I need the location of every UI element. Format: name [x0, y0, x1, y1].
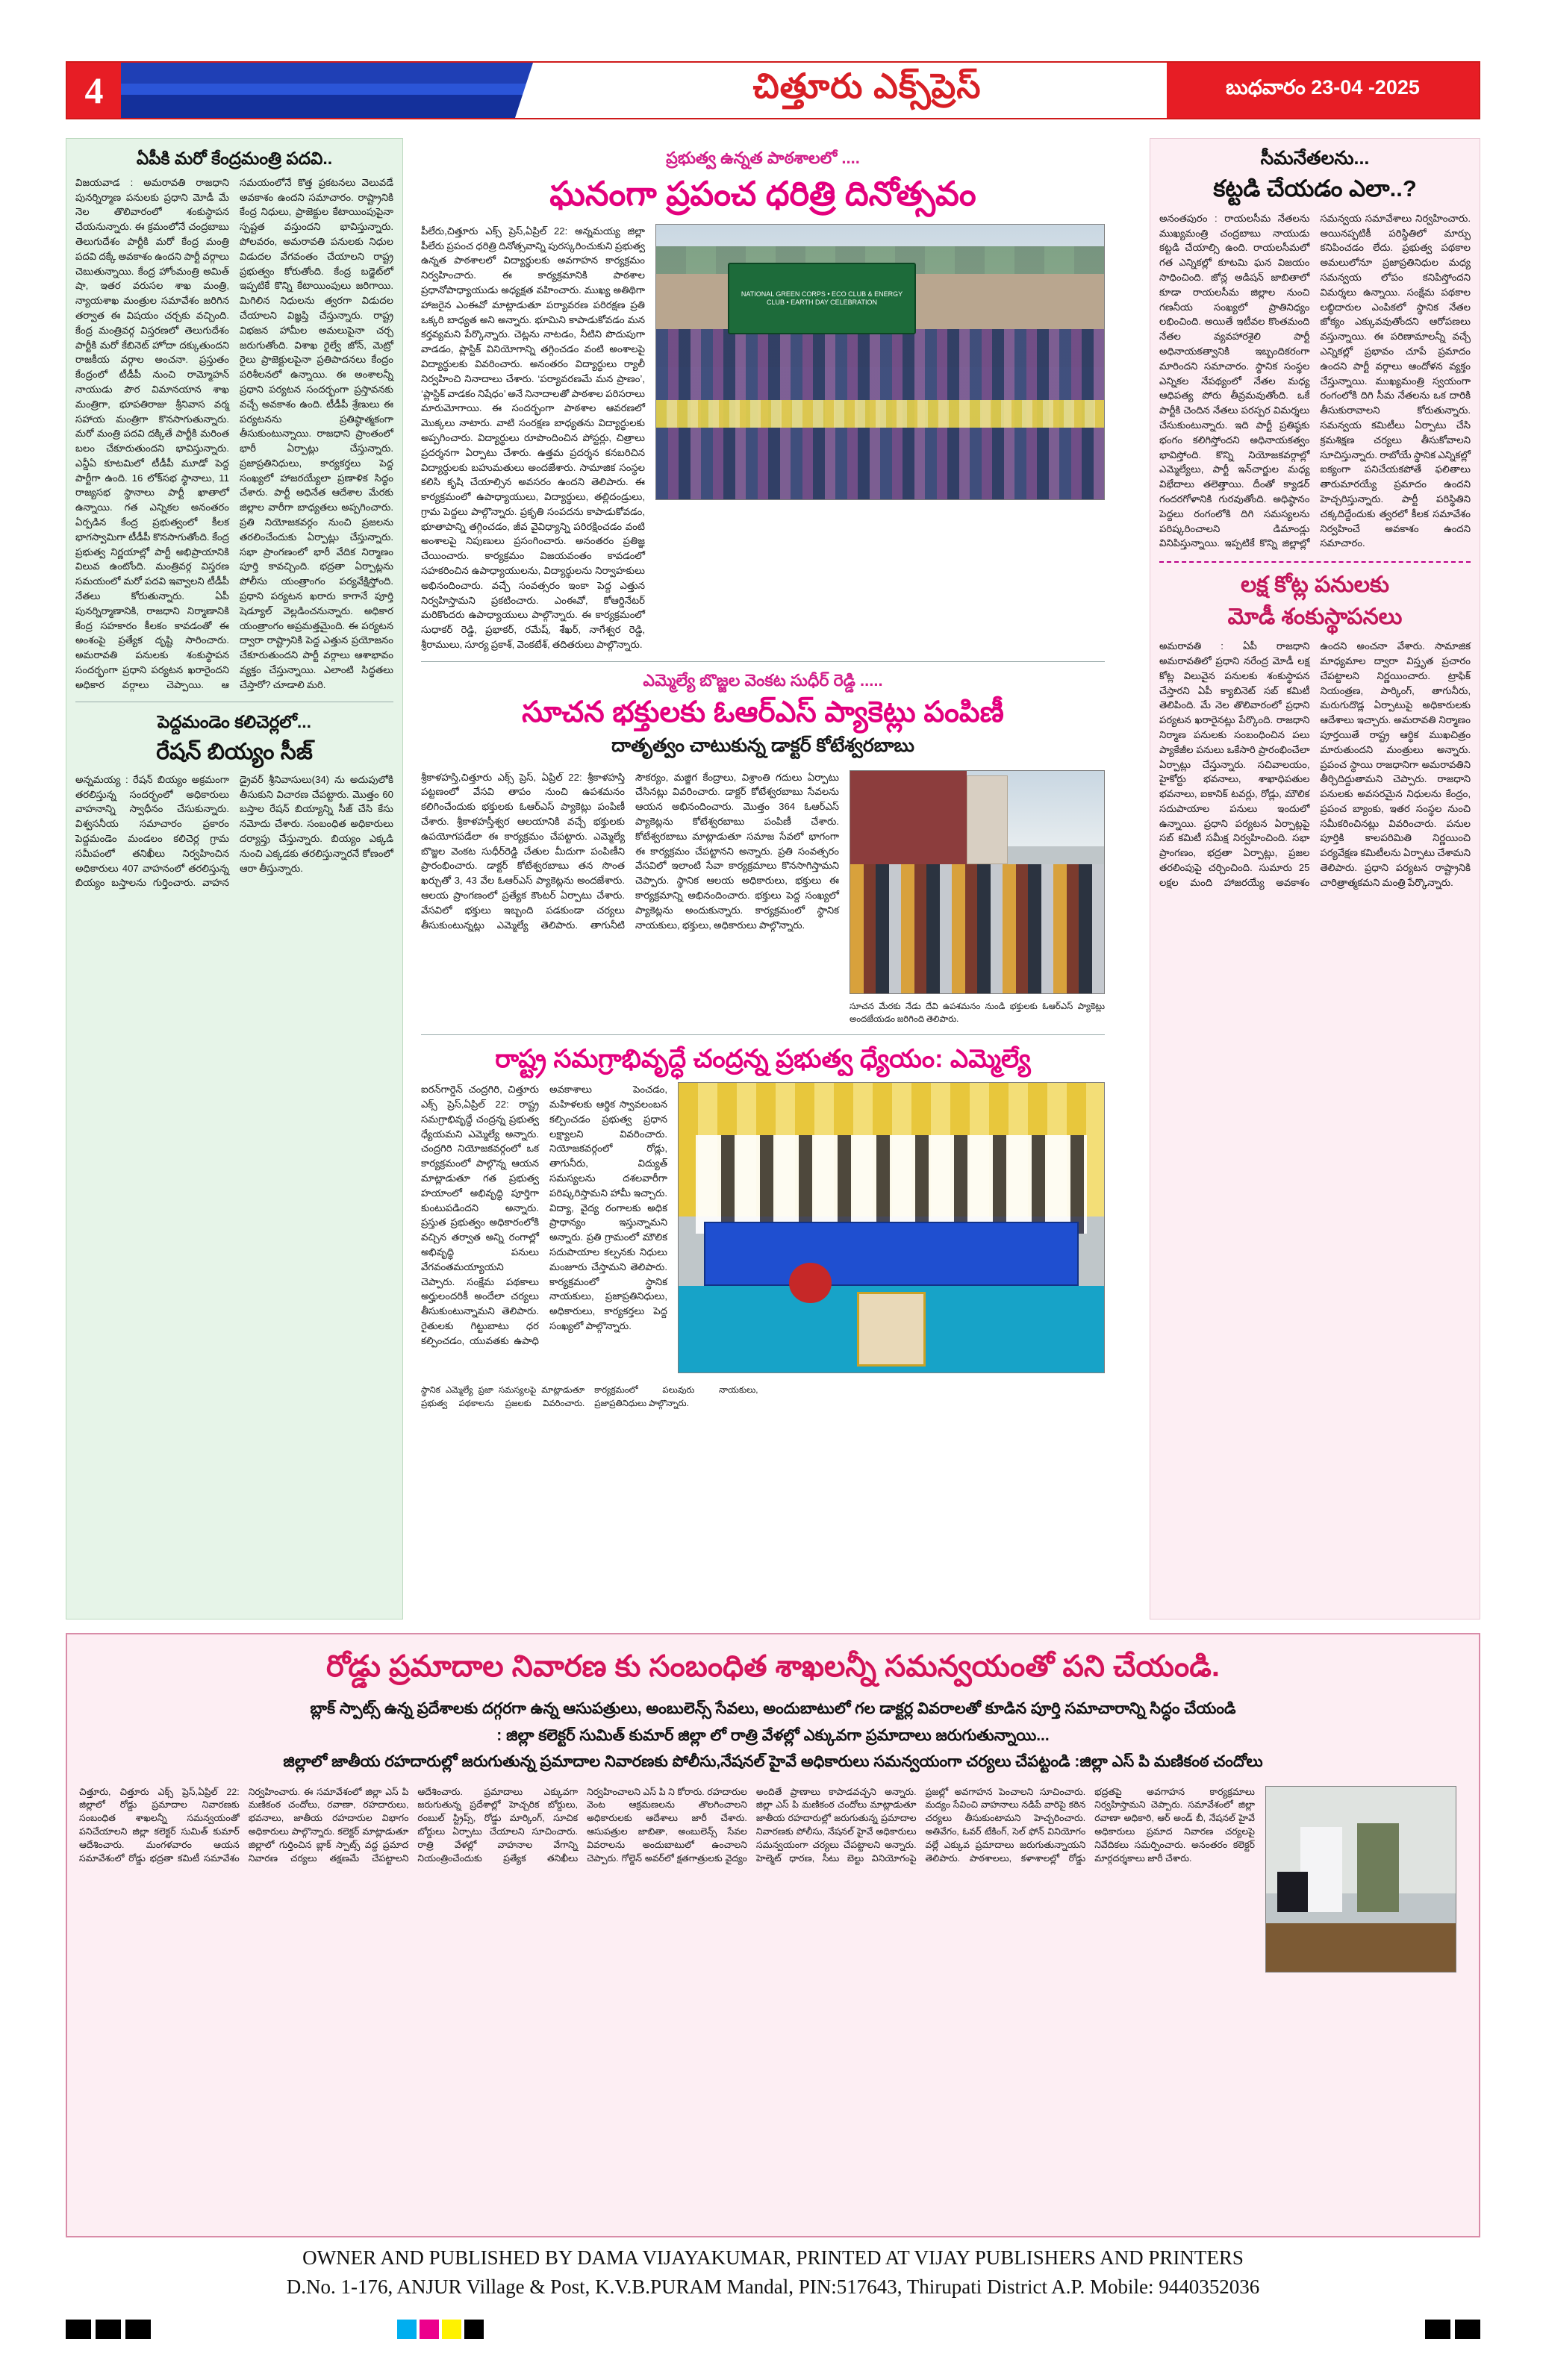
- divider: [421, 1034, 1105, 1035]
- divider: [1159, 561, 1471, 563]
- photo-2-caption: సూచన మేరకు నేడు దేవి ఉపశమనం నుండి భక్తులకు ఓఆర్ఎస్ ప్యాకెట్లు అందజేయడం జరిగింది తెలిపారు.: [850, 1001, 1105, 1025]
- left-headline-2: రేషన్ బియ్యం సీజ్: [156, 740, 313, 765]
- right-headline-1-line1: సీమనేతలను...: [1260, 148, 1370, 169]
- middle-column: [412, 138, 1114, 1620]
- left-headline-1: ఏపీకి మరో కేంద్రమంత్రి పదవి..: [136, 149, 333, 168]
- mid-story-1-part1: పీలేరు,చిత్తూరు ఎక్స్ ప్రెస్,ఏప్రిల్ 22: అన్నమయ్య జిల్లా పీలేరు ప్రపంచ ధరిత్రి దినోత్సవాన్ని పురస్కరించుకుని ప్రభుత్వ ఉన్నత పాఠశాలలో విద్యార్థులకు అవగాహన కార్యక్రమం నిర్వహించారు. ఈ కార్యక్రమానికి పాఠశాల ప్రధానోపాధ్యాయుడు అధ్యక్షత వహించారు. ముఖ్య అతిథిగా హాజరైన ఎంఈవో మాట్లాడుతూ పర్యావరణ పరిరక్షణ ప్రతి ఒక్కరి బాధ్యత అని అన్నారు. భూమిని కాపాడుకోవడం మన కర్తవ్యమని పేర్కొన్నారు. చెట్లను నాటడం, నీటిని పొదుపుగా వాడడం, ప్లాస్టిక్ వినియోగాన్ని తగ్గించడం వంటి అంశాలపై విద్యార్థులకు వివరించారు. అనంతరం విద్యార్థులు ర్యాలీ నిర్వహించి నినాదాలు చేశారు. ‘పర్యావరణమే మన ప్రాణం’, ‘ప్లాస్టిక్ వాడకం నిషేధం’ అనే నినాదాలతో పాఠశాల పరిసరాలు మారుమోగాయి. ఈ సందర్భంగా పాఠశాల ఆవరణలో మొక్కలు నాటారు. వాటి సంరక్షణ బాధ్యతను విద్యార్థులకు అప్పగించారు. విద్యార్థులు రూపొందించిన పోస్టర్లు, చిత్రాలు ప్రదర్శనగా ఏర్పాటు చేశారు. ఉత్తమ ప్రదర్శన కనబరిచిన విద్యార్థులకు బహుమతులు అందజేశారు. సామాజిక సంస్థల కలిసి కృషి చేయాల్సిన అవసరం ఉందని తెలిపారు. ఈ కార్యక్రమంలో ఉపాధ్యాయులు, విద్యార్థులు, తల్లిదండ్రులు, గ్రామ పెద్దలు పాల్గొన్నారు. ప్రకృతి సంపదను కాపాడుకోవడం, భూతాపాన్ని తగ్గించడం, జీవ వైవిధ్యాన్ని పరిరక్షించడం వంటి అంశాలపై నిపుణులు ప్రసంగించారు. అనంతరం ప్రతిజ్ఞ చేయించారు. కార్యక్రమం విజయవంతం కావడంలో సహకరించిన ఉపాధ్యాయులను, విద్యార్థులను నిర్వాహకులు అభినందించారు. వచ్చే సంవత్సరం ఇంకా పెద్ద ఎత్తున నిర్వహిస్తామని ప్రకటించారు. ఎంఈవో, కోఆర్డినేటర్ మరికొందరు ఉపాధ్యాయులు పాల్గొన్నారు. ఈ కార్యక్రమంలో సుధాకర్ రెడ్డి, ప్రభాకర్, రమేష్, శేఖర్, నాగేశ్వర రెడ్డి, శ్రీరాములు, సూర్య ప్రకాశ్, వెంకటేశ్, తదితరులు పాల్గొన్నారు.: [421, 225, 645, 651]
- bottom-feature-box: [66, 1633, 1480, 2237]
- masthead-date: బుధవారం 23-04 -2025: [1165, 63, 1479, 118]
- right-story-2: అమరావతి : ఏపీ రాజధాని అమరావతిలో ప్రధాని నరేంద్ర మోడీ లక్ష కోట్ల విలువైన పనులకు శంకుస్థాపన చేస్తారని ఏపీ క్యాబినెట్ సబ్ కమిటీ తెలిపింది. మే నెల తొలివారంలో ప్రధాని పర్యటన ఖరారైనట్లు పేర్కొంది. రాజధాని నిర్మాణ పనులకు సంబంధించిన పలు ప్యాకేజీల పనులు ఒకేసారి ప్రారంభించేలా ఏర్పాట్లు చేస్తున్నారు. సచివాలయం, హైకోర్టు భవనాలు, శాఖాధిపతుల భవనాలు, ఐకానిక్ టవర్లు, రోడ్లు, మౌలిక సదుపాయాల పనులు ఇందులో ఉన్నాయి. ప్రధాని పర్యటన ఏర్పాట్లపై సబ్ కమిటీ సమీక్ష నిర్వహించింది. సభా ప్రాంగణం, భద్రతా ఏర్పాట్లు, ప్రజల తరలింపుపై చర్చించింది. సుమారు 25 లక్షల మంది హాజరయ్యే అవకాశం ఉందని అంచనా వేశారు. సామాజిక మాధ్యమాల ద్వారా విస్తృత ప్రచారం చేపట్టాలని నిర్ణయించారు. ట్రాఫిక్ నియంత్రణ, పార్కింగ్, తాగునీరు, మరుగుదొడ్ల ఏర్పాటుపై అధికారులకు ఆదేశాలు ఇచ్చారు. అమరావతి నిర్మాణం పూర్తయితే రాష్ట్ర ఆర్థిక ముఖచిత్రం మారుతుందని మంత్రులు అన్నారు. ప్రపంచ స్థాయి రాజధానిగా అమరావతిని తీర్చిదిద్దుతామని చెప్పారు. రాజధాని పనులకు అవసరమైన నిధులను కేంద్రం, ప్రపంచ బ్యాంకు, ఇతర సంస్థల నుంచి సమీకరించినట్లు వివరించారు. పనుల పూర్తికి కాలపరిమితి నిర్ణయించి పర్యవేక్షణ కమిటీలను ఏర్పాటు చేశామని తెలిపారు. ప్రధాని పర్యటన రాష్ట్రానికి చారిత్రాత్మకమని మంత్రి పేర్కొన్నారు.: [1159, 640, 1471, 888]
- bottom-sub-2: : జిల్లా కలెక్టర్ సుమిత్ కుమార్ జిల్లా లో రాత్రి వేళల్లో ఎక్కువగా ప్రమాదాలు జరుగుతున్నాయి...: [496, 1726, 1050, 1744]
- left-story-1: విజయవాడ : అమరావతి రాజధాని పునర్నిర్మాణ పనులకు ప్రధాని మోడీ మే నెల తొలివారంలో శంకుస్థాపన చేయనున్నారు. ఈ క్రమంలోనే చంద్రబాబు తెలుగుదేశం పార్టీకి మరో కేంద్ర మంత్రి పదవి దక్కే అవకాశం ఉందని పార్టీ వర్గాలు చెబుతున్నాయి. కేంద్ర హోంమంత్రి అమిత్ షా, ఇతర వరుసల శాఖ మంత్రి, న్యాయశాఖ మంత్రుల సమావేశం జరిగిన తర్వాత ఈ విషయం చర్చకు వచ్చింది. కేంద్ర మంత్రివర్గ విస్తరణలో తెలుగుదేశం పార్టీకి మరో కేబినెట్ హోదా దక్కుతుందని రాజకీయ వర్గాల అంచనా. ప్రస్తుతం కేంద్రంలో టీడీపీ నుంచి రామ్మోహన్ నాయుడు పౌర విమానయాన శాఖ మంత్రిగా, భూపతిరాజు శ్రీనివాస వర్మ సహాయ మంత్రిగా కొనసాగుతున్నారు. మరో మంత్రి పదవి దక్కితే పార్టీకి మరింత బలం చేకూరుతుందని భావిస్తున్నారు. ఎన్డీఏ కూటమిలో టీడీపీ మూడో పెద్ద పార్టీగా ఉంది. 16 లోక్‌సభ స్థానాలు, 11 రాజ్యసభ స్థానాలు పార్టీ ఖాతాలో ఉన్నాయి. గత ఎన్నికల అనంతరం ఏర్పడిన కేంద్ర ప్రభుత్వంలో కీలక భాగస్వామిగా టీడీపీ కొనసాగుతోంది. కేంద్ర ప్రభుత్వ నిర్ణయాల్లో పార్టీ అభిప్రాయానికి విలువ ఉంటోంది. మంత్రివర్గ విస్తరణ సమయంలో మరో పదవి ఇవ్వాలని టీడీపీ నేతలు కోరుతున్నారు. ఏపీ పునర్నిర్మాణానికి, రాజధాని నిర్మాణానికి కేంద్ర సహకారం కీలకం కావడంతో ఈ అంశంపై ప్రత్యేక దృష్టి సారించారు. అమరావతి పనులకు శంకుస్థాపన సందర్భంగా ప్రధాని పర్యటన ఖరారైందని అధికార వర్గాలు చెప్పాయి. ఆ సమయంలోనే కొత్త ప్రకటనలు వెలువడే అవకాశం ఉందని సమాచారం. రాష్ట్రానికి కేంద్ర నిధులు, ప్రాజెక్టుల కేటాయింపుపైనా స్పష్టత వస్తుందని భావిస్తున్నారు. పోలవరం, అమరావతి పనులకు నిధుల విడుదల వేగవంతం చేయాలని రాష్ట్ర ప్రభుత్వం కోరుతోంది. కేంద్ర బడ్జెట్‌లో ఇప్పటికే కొన్ని కేటాయింపులు జరిగాయి. మిగిలిన నిధులను త్వరగా విడుదల చేయాలని విజ్ఞప్తి చేస్తున్నారు. రాష్ట్ర విభజన హామీల అమలుపైనా చర్చ జరుగుతోంది. విశాఖ రైల్వే జోన్, మెట్రో రైలు ప్రాజెక్టులపైనా ప్రతిపాదనలు కేంద్రం పరిశీలనలో ఉన్నాయి. ఈ అంశాలన్నీ ప్రధాని పర్యటన సందర్భంగా ప్రస్తావనకు వచ్చే అవకాశం ఉంది. టీడీపీ శ్రేణులు ఈ పర్యటనను ప్రతిష్ఠాత్మకంగా తీసుకుంటున్నాయి. రాజధాని ప్రాంతంలో భారీ ఏర్పాట్లు చేస్తున్నారు. ప్రజాప్రతినిధులు, కార్యకర్తలు పెద్ద సంఖ్యలో హాజరయ్యేలా ప్రణాళిక సిద్ధం చేశారు. పార్టీ అధినేత ఆదేశాల మేరకు జిల్లాల వారీగా బాధ్యతలు అప్పగించారు. ప్రతి నియోజకవర్గం నుంచి ప్రజలను తరలించేందుకు ఏర్పాట్లు చేస్తున్నారు. సభా ప్రాంగణంలో భారీ వేదిక నిర్మాణం పూర్తి కావచ్చింది. భద్రతా ఏర్పాట్లను పోలీసు యంత్రాంగం పర్యవేక్షిస్తోంది. ప్రధాని పర్యటన ఖరారు కాగానే పూర్తి షెడ్యూల్ వెల్లడించనున్నారు. అధికార యంత్రాంగం అప్రమత్తమైంది. ఈ పర్యటన ద్వారా రాష్ట్రానికి పెద్ద ఎత్తున ప్రయోజనం చేకూరుతుందని పార్టీ వర్గాలు ఆశాభావం వ్యక్తం చేస్తున్నాయి. ఎలాంటి సిద్ధతలు చేస్తారో? చూడాలి మరి.: [75, 176, 393, 690]
- right-headline-2-line1: లక్ష కోట్ల పనులకు: [1240, 572, 1390, 598]
- photo-mla-meeting: [678, 1082, 1105, 1373]
- masthead: [66, 61, 1480, 119]
- bottom-story: చిత్తూరు, చిత్తూరు ఎక్స్ ప్రెస్,ఏప్రిల్ 22: జిల్లాలో రోడ్డు ప్రమాదాల నివారణకు సంబంధిత శాఖలన్నీ సమన్వయంతో పనిచేయాలని జిల్లా కలెక్టర్ సుమిత్ కుమార్ ఆదేశించారు. మంగళవారం ఆయన సమావేశంలో రోడ్డు భద్రతా కమిటీ సమావేశం నిర్వహించారు. ఈ సమావేశంలో జిల్లా ఎస్ పి మణికంఠ చందోలు, రవాణా, రహదారులు, భవనాలు, జాతీయ రహదారుల విభాగం అధికారులు పాల్గొన్నారు. కలెక్టర్ మాట్లాడుతూ జిల్లాలో గుర్తించిన బ్లాక్ స్పాట్స్ వద్ద ప్రమాద నివారణ చర్యలు తక్షణమే చేపట్టాలని ఆదేశించారు. ప్రమాదాలు ఎక్కువగా జరుగుతున్న ప్రదేశాల్లో హెచ్చరిక బోర్డులు, రంబుల్ స్ట్రిప్స్, రోడ్డు మార్కింగ్, సూచిక బోర్డులు ఏర్పాటు చేయాలని సూచించారు. రాత్రి వేళల్లో వాహనాల వేగాన్ని నియంత్రించేందుకు ప్రత్యేక తనిఖీలు నిర్వహించాలని ఎస్ పి ని కోరారు. రహదారుల వెంట ఆక్రమణలను తొలగించాలని అధికారులకు ఆదేశాలు జారీ చేశారు. ఆసుపత్రుల జాబితా, అంబులెన్స్ సేవల వివరాలను అందుబాటులో ఉంచాలని చెప్పారు. గోల్డెన్ అవర్‌లో క్షతగాత్రులకు వైద్యం అందితే ప్రాణాలు కాపాడవచ్చని అన్నారు. జిల్లా ఎస్ పి మణికంఠ చందోలు మాట్లాడుతూ జాతీయ రహదారుల్లో జరుగుతున్న ప్రమాదాల నివారణకు పోలీసు, నేషనల్ హైవే అధికారులు సమన్వయంగా చర్యలు చేపట్టాలని అన్నారు. హెల్మెట్ ధారణ, సీటు బెల్టు వినియోగంపై ప్రజల్లో అవగాహన పెంచాలని సూచించారు. మద్యం సేవించి వాహనాలు నడిపే వారిపై కఠిన చర్యలు తీసుకుంటామని హెచ్చరించారు. అతివేగం, ఓవర్ టేకింగ్, సెల్ ఫోన్ వినియోగం వల్లే ఎక్కువ ప్రమాదాలు జరుగుతున్నాయని తెలిపారు. పాఠశాలలు, కళాశాలల్లో రోడ్డు భద్రతపై అవగాహన కార్యక్రమాలు నిర్వహిస్తామని చెప్పారు. సమావేశంలో జిల్లా రవాణా అధికారి, ఆర్ అండ్ బీ, నేషనల్ హైవే అధికారులు ప్రమాద నివారణ చర్యలపై నివేదికలు సమర్పించారు. అనంతరం కలెక్టర్ మార్గదర్శకాలు జారీ చేశారు.: [79, 1786, 1255, 1864]
- reg-mark: [66, 2320, 91, 2339]
- divider: [421, 661, 1105, 662]
- reg-mark: [125, 2320, 151, 2339]
- page-number: 4: [67, 63, 121, 118]
- bottom-headline: రోడ్డు ప్రమాదాల నివారణ కు సంబంధిత శాఖలన్నీ సమన్వయంతో పని చేయండి.: [326, 1650, 1220, 1683]
- mid-headline-3: రాష్ట్ర సమగ్రాభివృద్ధే చంద్రన్న ప్రభుత్వ ధ్యేయం: ఎమ్మెల్యే: [495, 1045, 1031, 1074]
- cmyk-magenta: [420, 2320, 439, 2339]
- bottom-sub-3: జిల్లాలో జాతీయ రహదారుల్లో జరుగుతున్న ప్రమాదాల నివారణకు పోలీసు,నేషనల్ హైవే అధికారులు సమన్వయంగా చర్యలు చేపట్టండి :జిల్లా ఎస్ పి మణికంఠ చందోలు: [283, 1753, 1263, 1770]
- mid-story-2: శ్రీకాళహస్తి,చిత్తూరు ఎక్స్ ప్రెస్, ఏప్రిల్ 22: శ్రీకాళహస్తి పట్టణంలో వేసవి తాపం నుంచి ఉపశమనం కలిగించేందుకు భక్తులకు ఓఆర్ఎస్ ప్యాకెట్లు పంపిణీ చేశారు. శ్రీకాళహస్తీశ్వర ఆలయానికి వచ్చే భక్తులకు ఉపయోగపడేలా ఈ కార్యక్రమం చేపట్టారు. ఎమ్మెల్యే బొజ్జల వెంకట సుధీర్‌రెడ్డి చేతుల మీదుగా పంపిణీని ప్రారంభించారు. డాక్టర్ కోటేశ్వరబాబు తన సొంత ఖర్చుతో 3, 43 వేల ఓఆర్ఎస్ ప్యాకెట్లను అందజేశారు. ఆలయ ప్రాంగణంలో ప్రత్యేక కౌంటర్ ఏర్పాటు చేశారు. వేసవిలో భక్తులు ఇబ్బంది పడకుండా చర్యలు తీసుకుంటున్నట్లు ఎమ్మెల్యే తెలిపారు. తాగునీటి సౌకర్యం, మజ్జిగ కేంద్రాలు, విశ్రాంతి గదులు ఏర్పాటు చేసినట్లు వివరించారు. డాక్టర్ కోటేశ్వరబాబు సేవలను ఆయన అభినందించారు. మొత్తం 364 ఓఆర్ఎస్ ప్యాకెట్లను కోటేశ్వరబాబు పంపిణీ చేశారు. కోటేశ్వరబాబు మాట్లాడుతూ సమాజ సేవలో భాగంగా ఈ కార్యక్రమం చేపట్టానని అన్నారు. ప్రతి సంవత్సరం వేసవిలో ఇలాంటి సేవా కార్యక్రమాలు కొనసాగిస్తామని చెప్పారు. స్థానిక ఆలయ అధికారులు, భక్తులు ఈ కార్యక్రమాన్ని అభినందించారు. భక్తులు పెద్ద సంఖ్యలో ప్యాకెట్లను అందుకున్నారు. కార్యక్రమంలో స్థానిక నాయకులు, భక్తులు, అధికారులు పాల్గొన్నారు.: [421, 771, 839, 931]
- right-headline-1-line2: కట్టడి చేయడం ఎలా..?: [1213, 175, 1417, 202]
- right-column: [1150, 138, 1480, 1620]
- reg-mark: [1455, 2320, 1480, 2339]
- footer: [66, 2246, 1480, 2299]
- masthead-decoration: [121, 63, 569, 118]
- reg-mark: [1425, 2320, 1450, 2339]
- cmyk-yellow: [442, 2320, 461, 2339]
- mid-kicker-2: ఎమ్మెల్యే బొజ్జల వెంకట సుధీర్ రెడ్డి .....: [643, 670, 883, 690]
- mid-subhead-2: దాతృత్వం చాటుకున్న డాక్టర్ కోటేశ్వరబాబు: [611, 734, 914, 756]
- footer-line-2: D.No. 1-176, ANJUR Village & Post, K.V.B.PURAM Mandal, PIN:517643, Thirupati District A.P. Mobile: 9440352036: [286, 2276, 1260, 2298]
- cmyk-bar: [397, 2320, 484, 2342]
- left-story-2: అన్నమయ్య : రేషన్ బియ్యం అక్రమంగా తరలిస్తున్న సందర్భంలో అధికారులు వాహనాన్ని స్వాధీనం చేసుకున్నారు. విశ్వసనీయ సమాచారం ప్రకారం పెద్దమండెం మండలం కలిచెర్ల గ్రామ సమీపంలో తనిఖీలు నిర్వహించిన అధికారులు 407 వాహనంలో తరలిస్తున్న బియ్యం బస్తాలను గుర్తించారు. వాహన డ్రైవర్ శ్రీనివాసులు(34) ను అదుపులోకి తీసుకుని విచారణ చేపట్టారు. మొత్తం 60 బస్తాల రేషన్ బియ్యాన్ని సీజ్ చేసి కేసు నమోదు చేశారు. సంబంధిత అధికారులు దర్యాప్తు చేస్తున్నారు. బియ్యం ఎక్కడి నుంచి ఎక్కడకు తరలిస్తున్నారనే కోణంలో ఆరా తీస్తున్నారు.: [75, 773, 393, 889]
- reg-mark: [96, 2320, 121, 2339]
- mid-headline-2: సూచన భక్తులకు ఓఆర్ఎస్ ప్యాకెట్లు పంపిణీ: [522, 696, 1004, 728]
- footer-line-1: OWNER AND PUBLISHED BY DAMA VIJAYAKUMAR, PRINTED AT VIJAY PUBLISHERS AND PRINTERS: [302, 2246, 1244, 2269]
- right-story-1: అనంతపురం : రాయలసీమ నేతలను ముఖ్యమంత్రి చంద్రబాబు నాయుడు కట్టడి చేయాల్సి ఉంది. రాయలసీమలో గత ఎన్నికల్లో కూటమి ఘన విజయం సాధించింది. జోన్ల అడిషన్ జాబితాలో కూడా రాయలసీమ జిల్లాల నుంచి గణనీయ సంఖ్యలో ప్రాతినిధ్యం లభించింది. అయితే ఇటీవల కొంతమంది నేతల వ్యవహారశైలి పార్టీ అధినాయకత్వానికి ఇబ్బందికరంగా మారిందని సమాచారం. స్థానిక సంస్థల ఎన్నికల నేపథ్యంలో నేతల మధ్య ఆధిపత్య పోరు తీవ్రమవుతోంది. ఒకే పార్టీకి చెందిన నేతలు పరస్పర విమర్శలు చేసుకుంటున్నారు. ఇది పార్టీ ప్రతిష్ఠకు భంగం కలిగిస్తోందని అధినాయకత్వం భావిస్తోంది. కొన్ని నియోజకవర్గాల్లో ఎమ్మెల్యేలు, పార్టీ ఇన్‌చార్జుల మధ్య విభేదాలు తలెత్తాయి. దీంతో క్యాడర్ గందరగోళానికి గురవుతోంది. అధిష్ఠానం పెద్దలు రంగంలోకి దిగి సమస్యలను పరిష్కరించాలని డిమాండ్లు వినిపిస్తున్నాయి. ఇప్పటికే కొన్ని జిల్లాల్లో సమన్వయ సమావేశాలు నిర్వహించారు. అయినప్పటికీ పరిస్థితిలో మార్పు కనిపించడం లేదు. ప్రభుత్వ పథకాల అమలులోనూ ప్రజాప్రతినిధుల మధ్య సమన్వయ లోపం కనిపిస్తోందని విమర్శలు ఉన్నాయి. సంక్షేమ పథకాల లబ్ధిదారుల ఎంపికలో స్థానిక నేతల జోక్యం ఎక్కువవుతోందని ఆరోపణలు వస్తున్నాయి. ఈ పరిణామాలన్నీ వచ్చే ఎన్నికల్లో ప్రభావం చూపే ప్రమాదం ఉందని పార్టీ వర్గాలు ఆందోళన వ్యక్తం చేస్తున్నాయి. ముఖ్యమంత్రి స్వయంగా రంగంలోకి దిగి సీమ నేతలను ఒక దారికి తీసుకురావాలని కోరుతున్నారు. సమన్వయ కమిటీలు ఏర్పాటు చేసి క్రమశిక్షణ చర్యలు తీసుకోవాలని సూచిస్తున్నారు. రాబోయే స్థానిక ఎన్నికల్లో ఐక్యంగా పనిచేయకపోతే ఫలితాలు తారుమారయ్యే ప్రమాదం ఉందని హెచ్చరిస్తున్నారు. పార్టీ పరిస్థితిని చక్కదిద్దేందుకు త్వరలో కీలక సమావేశం నిర్వహించే అవకాశం ఉందని సమాచారం.: [1159, 212, 1471, 549]
- cmyk-black: [464, 2320, 484, 2339]
- newspaper-title: చిత్తూరు ఎక్స్‌ప్రెస్: [569, 63, 1165, 118]
- left-column: [66, 138, 403, 1620]
- print-registration-marks: [66, 2320, 1480, 2342]
- mid-headline-1: ఘనంగా ప్రపంచ ధరిత్రి దినోత్సవం: [549, 175, 976, 213]
- bottom-sub-1: బ్లాక్ స్పాట్స్ ఉన్న ప్రదేశాలకు దగ్గరగా ఉన్న ఆసుపత్రులు, అంబులెన్స్ సేవలు, అందుబాటులో గల డాక్టర్ల వివరాలతో కూడిన పూర్తి సమాచారాన్ని సిద్ధం చేయండి: [310, 1700, 1236, 1717]
- photo-banner-text: NATIONAL GREEN CORPS • ECO CLUB & ENERGY CLUB • EARTH DAY CELEBRATION: [728, 263, 916, 334]
- left-headline-2-kicker: పెద్దమండెం కలిచెర్లలో...: [157, 711, 312, 731]
- cmyk-cyan: [397, 2320, 417, 2339]
- mid-kicker-1: ప్రభుత్వ ఉన్నత పాఠశాలలో ....: [666, 149, 860, 167]
- photo-collector-meeting: [1265, 1786, 1456, 1973]
- mid-story-3: ఐరన్‌గార్డెన్ చంద్రగిరి, చిత్తూరు ఎక్స్ ప్రెస్,ఏప్రిల్ 22: రాష్ట్ర సమగ్రాభివృద్ధే చంద్రన్న ప్రభుత్వ ధ్యేయమని ఎమ్మెల్యే అన్నారు. చంద్రగిరి నియోజకవర్గంలో ఒక కార్యక్రమంలో పాల్గొన్న ఆయన మాట్లాడుతూ గత ప్రభుత్వ హయాంలో అభివృద్ధి పూర్తిగా కుంటుపడిందని అన్నారు. ప్రస్తుత ప్రభుత్వం అధికారంలోకి వచ్చిన తర్వాత అన్ని రంగాల్లో అభివృద్ధి పనులు వేగవంతమయ్యాయని చెప్పారు. సంక్షేమ పథకాలు అర్హులందరికీ అందేలా చర్యలు తీసుకుంటున్నామని తెలిపారు. రైతులకు గిట్టుబాటు ధర కల్పించడం, యువతకు ఉపాధి అవకాశాలు పెంచడం, మహిళలకు ఆర్థిక స్వావలంబన కల్పించడం ప్రభుత్వ ప్రధాన లక్ష్యాలని వివరించారు. నియోజకవర్గంలో రోడ్లు, తాగునీరు, విద్యుత్ సమస్యలను దశలవారీగా పరిష్కరిస్తామని హామీ ఇచ్చారు. విద్యా, వైద్య రంగాలకు అధిక ప్రాధాన్యం ఇస్తున్నామని అన్నారు. ప్రతి గ్రామంలో మౌలిక సదుపాయాల కల్పనకు నిధులు మంజూరు చేస్తామని తెలిపారు. కార్యక్రమంలో స్థానిక నాయకులు, ప్రజాప్రతినిధులు, అధికారులు, కార్యకర్తలు పెద్ద సంఖ్యలో పాల్గొన్నారు.: [421, 1084, 667, 1346]
- photo-ors-distribution: [850, 770, 1105, 994]
- right-headline-2-line2: మోడీ శంకుస్థాపనలు: [1227, 605, 1403, 630]
- photo-earth-day-rally: [655, 224, 1105, 500]
- photo-3-caption: స్థానిక ఎమ్మెల్యే ప్రజా సమస్యలపై మాట్లాడుతూ ప్రభుత్వ పథకాలను ప్రజలకు వివరించారు. కార్యక్రమంలో పలువురు నాయకులు, ప్రజాప్రతినిధులు పాల్గొన్నారు.: [421, 1385, 758, 1408]
